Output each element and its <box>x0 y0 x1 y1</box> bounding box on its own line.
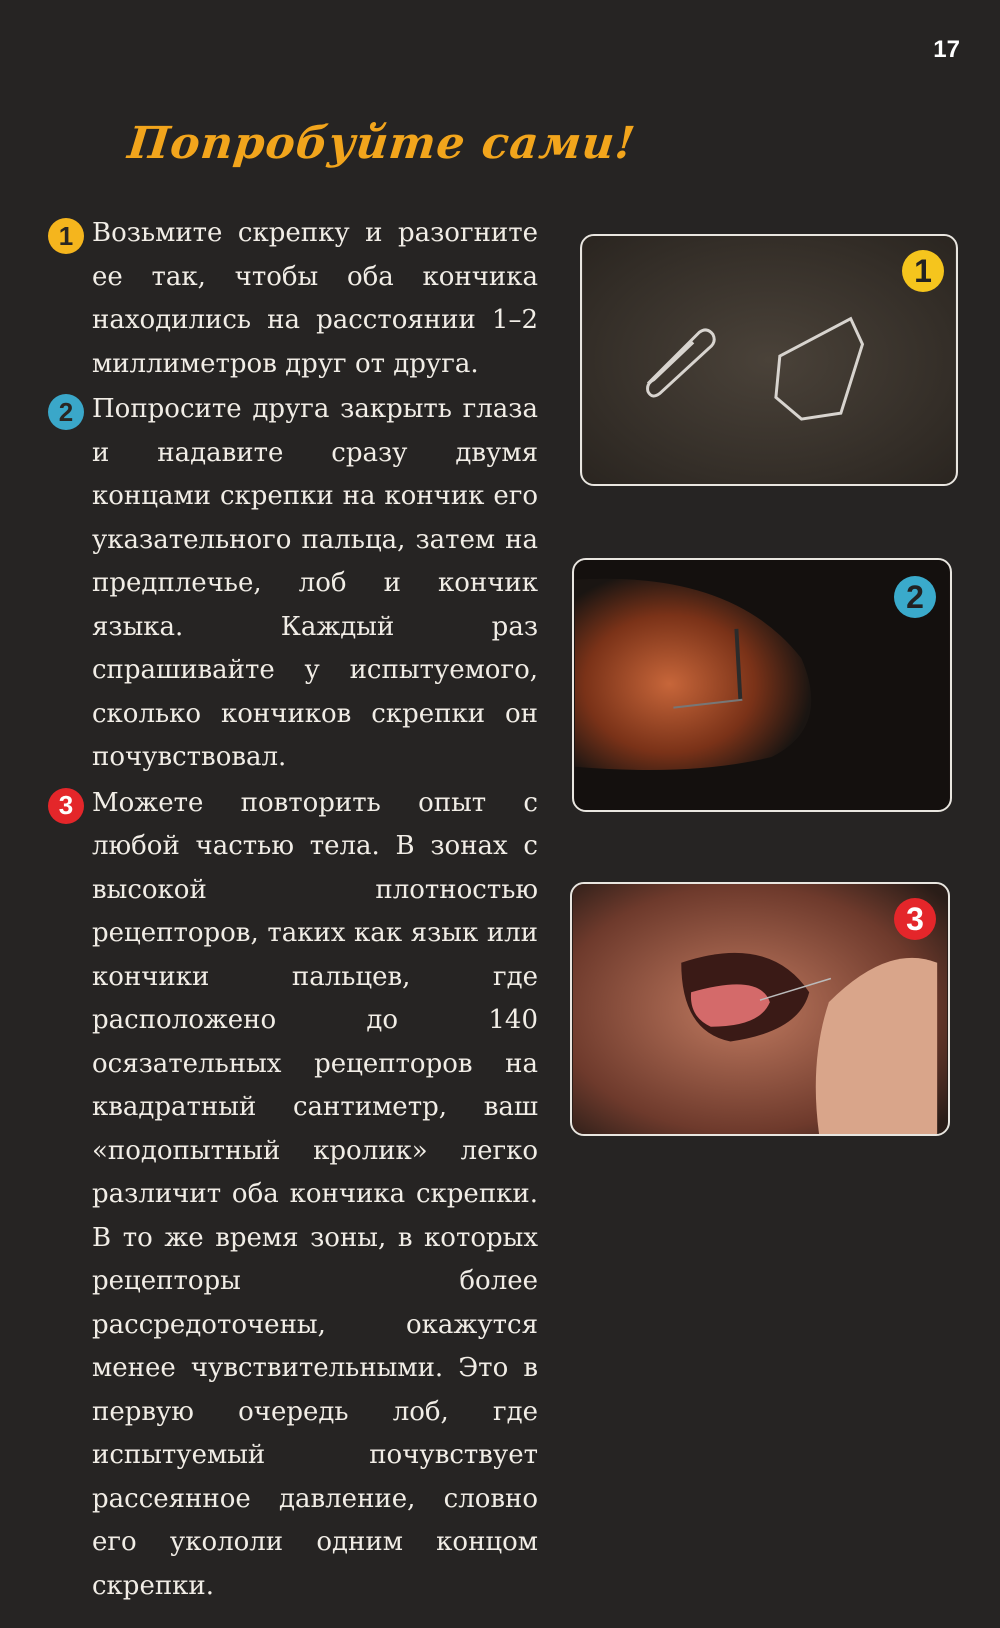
step-2 <box>48 388 538 780</box>
photo-2-badge: 2 <box>894 576 936 618</box>
step-2-badge: 2 <box>48 394 84 430</box>
step-3 <box>48 782 538 1609</box>
page-number: 17 <box>933 36 960 63</box>
tongue-image <box>572 884 948 1134</box>
step-3-text: Можете повторить опыт с любой частью тела. В зонах с высокой плотностью рецепторов, таких как язык или кончики пальцев, где расположено до 140 осязательных рецепторов на квадратный сантиметр, ваш «подопытный кролик» легко различит оба кончика скрепки. В то же время зоны, в которых рецепторы более рассредоточены, окажутся менее чувствительными. Это в первую очередь лоб, где испытуемый почувствует рассеянное давление, словно его укололи одним концом скрепки. <box>92 787 538 1601</box>
photo-1-badge: 1 <box>902 250 944 292</box>
step-2-text: Попросите друга закрыть глаза и надавите сразу двумя концами скрепки на кончик его указательного пальца, затем на предплечье, лоб и кончик языка. Каждый раз спрашивайте у испытуемого, сколько кончиков скрепки он почувствовал. <box>92 394 538 772</box>
step-3-badge: 3 <box>48 788 84 824</box>
step-1-text: Возьмите скрепку и разогните ее так, чтобы оба кончика находились на расстоянии 1–2 миллиметров друг от друга. <box>92 218 538 379</box>
photo-tongue <box>570 882 950 1136</box>
steps-list <box>48 212 538 1608</box>
photo-3-badge: 3 <box>894 898 936 940</box>
photo-finger <box>572 558 952 812</box>
step-1-badge: 1 <box>48 218 84 254</box>
photo-paperclips <box>580 234 958 486</box>
step-1 <box>48 212 538 386</box>
paperclip-image <box>582 236 956 484</box>
page-title: Попробуйте сами! <box>125 118 639 169</box>
